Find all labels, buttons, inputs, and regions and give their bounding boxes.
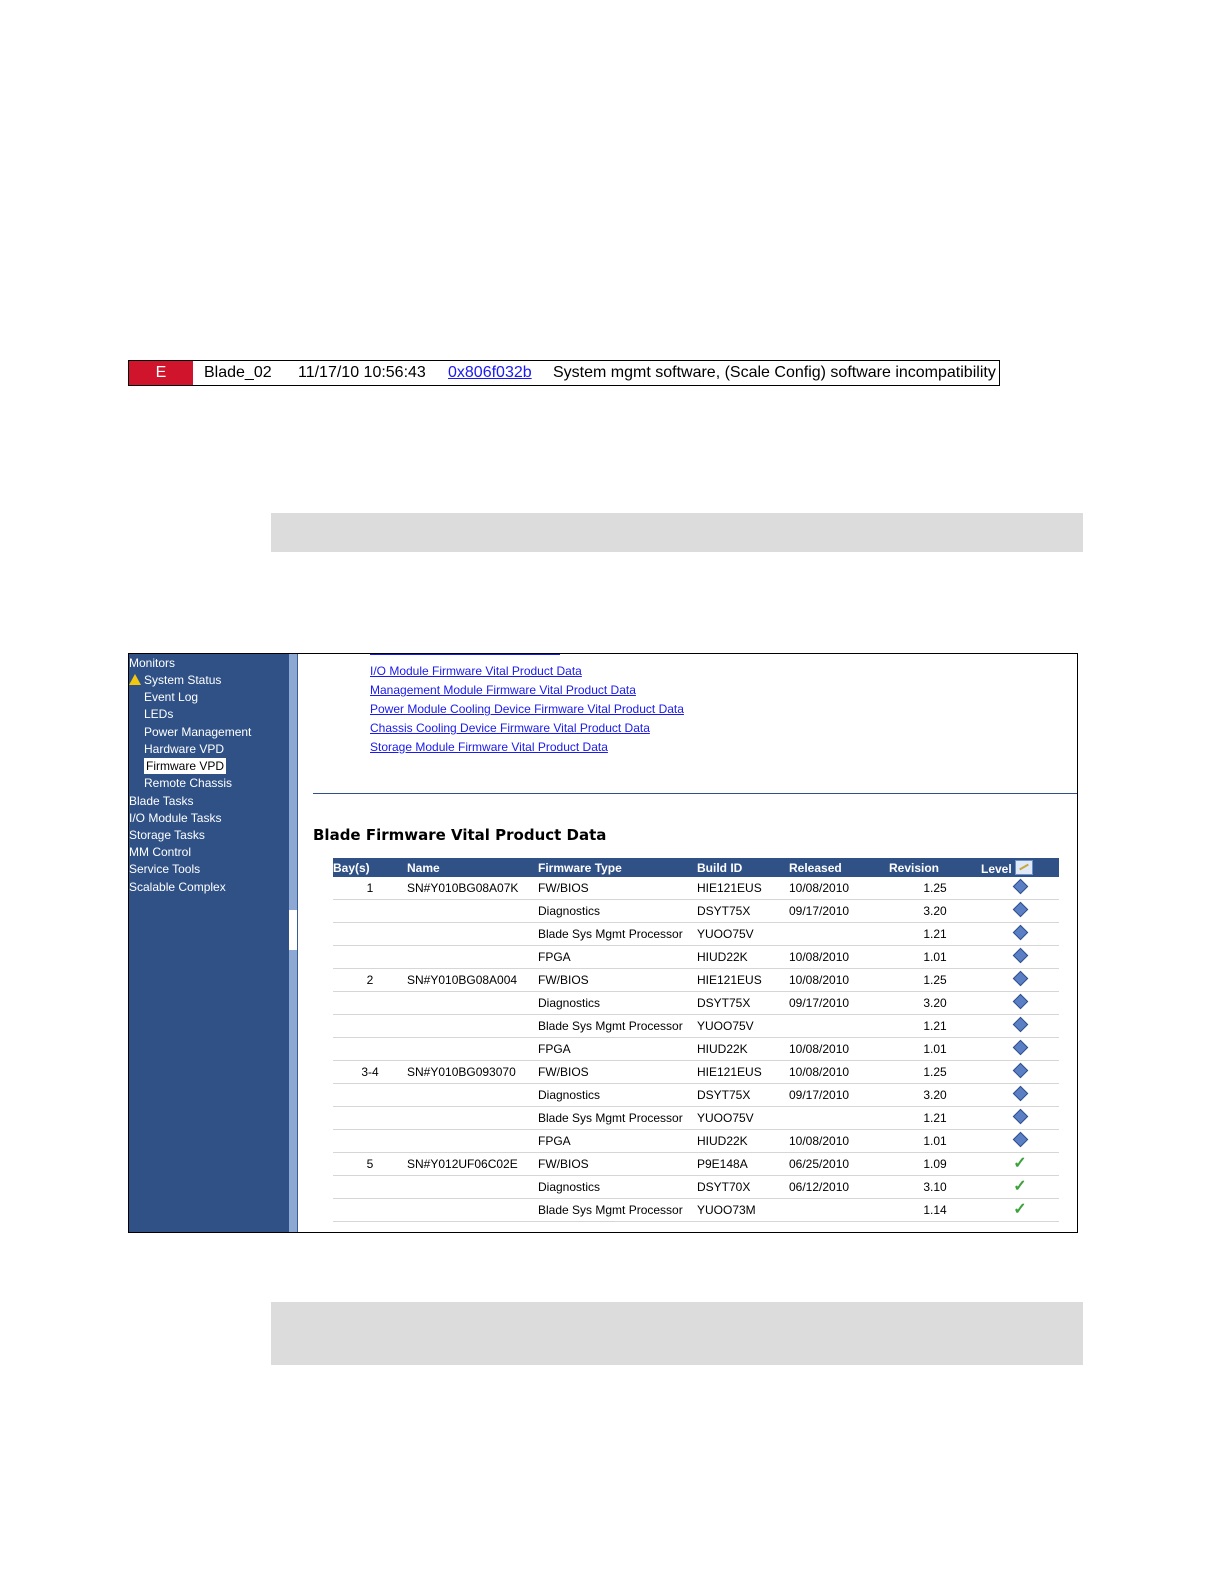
grey-band-top bbox=[271, 513, 1083, 552]
cell-firmware-type: FPGA bbox=[538, 1130, 697, 1153]
firmware-table bbox=[333, 858, 1059, 1222]
cell-name bbox=[407, 900, 538, 923]
info-diamond-icon[interactable] bbox=[1012, 948, 1028, 964]
table-row bbox=[333, 969, 1059, 992]
event-id-link[interactable]: 0x806f032b bbox=[448, 364, 532, 381]
cell-name bbox=[407, 992, 538, 1015]
cell-build-id: HIUD22K bbox=[697, 1130, 789, 1153]
cell-revision: 3.10 bbox=[889, 1176, 981, 1199]
table-row bbox=[333, 877, 1059, 900]
cell-level bbox=[981, 1130, 1059, 1153]
table-row bbox=[333, 1061, 1059, 1084]
info-diamond-icon[interactable] bbox=[1012, 994, 1028, 1010]
cell-revision: 1.14 bbox=[889, 1199, 981, 1222]
cell-released: 10/08/2010 bbox=[789, 946, 889, 969]
cell-firmware-type: Blade Sys Mgmt Processor bbox=[538, 1015, 697, 1038]
cell-name: SN#Y010BG093070 bbox=[407, 1061, 538, 1084]
cell-firmware-type: Blade Sys Mgmt Processor bbox=[538, 1199, 697, 1222]
cell-firmware-type: Blade Sys Mgmt Processor bbox=[538, 1107, 697, 1130]
nav-sidebar bbox=[129, 654, 289, 1232]
cell-build-id: YUOO75V bbox=[697, 1107, 789, 1130]
cell-build-id: HIUD22K bbox=[697, 946, 789, 969]
cell-level bbox=[981, 1199, 1059, 1222]
cell-level bbox=[981, 1153, 1059, 1176]
severity-badge: E bbox=[129, 361, 193, 385]
cell-build-id: DSYT75X bbox=[697, 992, 789, 1015]
info-diamond-icon[interactable] bbox=[1012, 1109, 1028, 1125]
cell-released: 10/08/2010 bbox=[789, 1061, 889, 1084]
cell-bay bbox=[333, 992, 407, 1015]
cell-level bbox=[981, 1107, 1059, 1130]
col-revision[interactable]: Revision bbox=[889, 858, 981, 877]
info-diamond-icon[interactable] bbox=[1012, 1040, 1028, 1056]
cell-revision: 1.21 bbox=[889, 1015, 981, 1038]
event-log-row bbox=[128, 360, 1000, 386]
nav-leds[interactable]: LEDs bbox=[144, 707, 174, 721]
section-divider bbox=[313, 793, 1078, 794]
cell-released: 09/17/2010 bbox=[789, 1084, 889, 1107]
grey-band-bottom bbox=[271, 1302, 1083, 1365]
info-diamond-icon[interactable] bbox=[1012, 1132, 1028, 1148]
table-row bbox=[333, 1038, 1059, 1061]
cell-name bbox=[407, 1107, 538, 1130]
table-row bbox=[333, 1176, 1059, 1199]
cell-bay bbox=[333, 1199, 407, 1222]
cell-level bbox=[981, 946, 1059, 969]
info-diamond-icon[interactable] bbox=[1012, 925, 1028, 941]
cell-name bbox=[407, 1015, 538, 1038]
cell-revision: 3.20 bbox=[889, 900, 981, 923]
splitter-grip[interactable] bbox=[289, 910, 297, 950]
cell-released: 06/12/2010 bbox=[789, 1176, 889, 1199]
cell-released: 06/25/2010 bbox=[789, 1153, 889, 1176]
content-area bbox=[298, 654, 1077, 1232]
cell-level bbox=[981, 1084, 1059, 1107]
info-diamond-icon[interactable] bbox=[1012, 1063, 1028, 1079]
nav-power-management[interactable]: Power Management bbox=[144, 725, 252, 739]
cell-build-id: HIE121EUS bbox=[697, 1061, 789, 1084]
cell-revision: 1.01 bbox=[889, 1038, 981, 1061]
col-level[interactable] bbox=[981, 858, 1059, 877]
cell-name bbox=[407, 923, 538, 946]
col-firmware-type[interactable]: Firmware Type bbox=[538, 858, 697, 877]
cell-firmware-type: FW/BIOS bbox=[538, 1153, 697, 1176]
cell-level bbox=[981, 877, 1059, 900]
cell-build-id: P9E148A bbox=[697, 1153, 789, 1176]
nav-monitors[interactable]: Monitors bbox=[129, 656, 176, 670]
cell-level bbox=[981, 992, 1059, 1015]
link-io-module-vpd[interactable]: I/O Module Firmware Vital Product Data bbox=[370, 664, 582, 678]
cell-build-id: DSYT75X bbox=[697, 900, 789, 923]
table-row bbox=[333, 992, 1059, 1015]
col-name[interactable]: Name bbox=[407, 858, 538, 877]
cell-revision: 1.25 bbox=[889, 969, 981, 992]
nav-storage-tasks[interactable]: Storage Tasks bbox=[129, 828, 205, 842]
cell-bay: 5 bbox=[333, 1153, 407, 1176]
cell-revision: 1.09 bbox=[889, 1153, 981, 1176]
table-row bbox=[333, 1130, 1059, 1153]
table-row bbox=[333, 1199, 1059, 1222]
info-diamond-icon[interactable] bbox=[1012, 1086, 1028, 1102]
cell-name: SN#Y010BG08A004 bbox=[407, 969, 538, 992]
nav-mm-control[interactable]: MM Control bbox=[129, 845, 192, 859]
cell-build-id: YUOO75V bbox=[697, 1015, 789, 1038]
cell-firmware-type: FW/BIOS bbox=[538, 969, 697, 992]
cell-name: SN#Y012UF06C02E bbox=[407, 1153, 538, 1176]
check-icon[interactable]: ✓ bbox=[1013, 1155, 1027, 1172]
cell-bay bbox=[333, 1130, 407, 1153]
cell-level bbox=[981, 1176, 1059, 1199]
cell-bay bbox=[333, 1084, 407, 1107]
table-row bbox=[333, 1153, 1059, 1176]
cell-name bbox=[407, 1130, 538, 1153]
cell-build-id: HIE121EUS bbox=[697, 969, 789, 992]
nav-io-module-tasks[interactable]: I/O Module Tasks bbox=[129, 811, 222, 825]
cell-level bbox=[981, 969, 1059, 992]
event-message: System mgmt software, (Scale Config) software incompatibility bbox=[553, 364, 996, 381]
info-diamond-icon[interactable] bbox=[1012, 879, 1028, 895]
col-level-label: Level bbox=[981, 861, 1012, 876]
info-diamond-icon[interactable] bbox=[1012, 1017, 1028, 1033]
cell-released: 10/08/2010 bbox=[789, 1038, 889, 1061]
link-storage-module-vpd[interactable]: Storage Module Firmware Vital Product Data bbox=[370, 740, 608, 754]
cell-bay: 1 bbox=[333, 877, 407, 900]
cell-revision: 1.01 bbox=[889, 1130, 981, 1153]
cell-firmware-type: Blade Sys Mgmt Processor bbox=[538, 923, 697, 946]
cell-level bbox=[981, 923, 1059, 946]
cell-revision: 1.25 bbox=[889, 877, 981, 900]
cell-firmware-type: Diagnostics bbox=[538, 1084, 697, 1107]
firmware-vpd-screen bbox=[128, 653, 1078, 1233]
cell-bay bbox=[333, 1038, 407, 1061]
cell-released: 10/08/2010 bbox=[789, 969, 889, 992]
link-chassis-cooling-vpd[interactable]: Chassis Cooling Device Firmware Vital Product Data bbox=[370, 721, 650, 735]
cell-bay: 2 bbox=[333, 969, 407, 992]
table-header-row bbox=[333, 858, 1059, 877]
nav-system-status[interactable] bbox=[129, 673, 221, 687]
cell-firmware-type: Diagnostics bbox=[538, 900, 697, 923]
cell-released: 09/17/2010 bbox=[789, 900, 889, 923]
nav-event-log[interactable]: Event Log bbox=[144, 690, 199, 704]
cell-name bbox=[407, 1038, 538, 1061]
col-released[interactable]: Released bbox=[789, 858, 889, 877]
cell-level bbox=[981, 1038, 1059, 1061]
table-row bbox=[333, 1015, 1059, 1038]
cell-revision: 1.21 bbox=[889, 923, 981, 946]
cell-revision: 3.20 bbox=[889, 1084, 981, 1107]
col-bays[interactable]: Bay(s) bbox=[333, 858, 407, 877]
cell-bay bbox=[333, 1015, 407, 1038]
cell-level bbox=[981, 1015, 1059, 1038]
cell-released bbox=[789, 1015, 889, 1038]
cell-released bbox=[789, 1107, 889, 1130]
check-icon[interactable]: ✓ bbox=[1013, 1178, 1027, 1195]
cell-build-id: HIUD22K bbox=[697, 1038, 789, 1061]
nav-hardware-vpd[interactable]: Hardware VPD bbox=[144, 742, 225, 756]
info-diamond-icon[interactable] bbox=[1012, 902, 1028, 918]
event-timestamp: 11/17/10 10:56:43 bbox=[298, 364, 426, 381]
nav-service-tools[interactable]: Service Tools bbox=[129, 862, 201, 876]
link-power-module-cooling-vpd[interactable]: Power Module Cooling Device Firmware Vital Product Data bbox=[370, 702, 684, 716]
cell-level bbox=[981, 1061, 1059, 1084]
cell-build-id: DSYT70X bbox=[697, 1176, 789, 1199]
cell-revision: 3.20 bbox=[889, 992, 981, 1015]
cell-name: SN#Y010BG08A07K bbox=[407, 877, 538, 900]
cell-revision: 1.21 bbox=[889, 1107, 981, 1130]
warning-icon bbox=[129, 674, 141, 685]
cell-revision: 1.01 bbox=[889, 946, 981, 969]
cell-name bbox=[407, 1199, 538, 1222]
link-management-module-vpd[interactable]: Management Module Firmware Vital Product Data bbox=[370, 683, 636, 697]
section-title: Blade Firmware Vital Product Data bbox=[313, 826, 607, 844]
check-icon[interactable]: ✓ bbox=[1013, 1201, 1027, 1218]
cell-name bbox=[407, 946, 538, 969]
nav-blade-tasks[interactable]: Blade Tasks bbox=[129, 794, 194, 808]
cell-firmware-type: FPGA bbox=[538, 946, 697, 969]
cell-released: 09/17/2010 bbox=[789, 992, 889, 1015]
table-row bbox=[333, 923, 1059, 946]
table-row bbox=[333, 1084, 1059, 1107]
cell-revision: 1.25 bbox=[889, 1061, 981, 1084]
cell-bay bbox=[333, 923, 407, 946]
cell-build-id: HIE121EUS bbox=[697, 877, 789, 900]
cell-build-id: YUOO75V bbox=[697, 923, 789, 946]
table-row bbox=[333, 900, 1059, 923]
cell-firmware-type: FW/BIOS bbox=[538, 877, 697, 900]
table-row bbox=[333, 1107, 1059, 1130]
cell-name bbox=[407, 1176, 538, 1199]
cell-bay bbox=[333, 946, 407, 969]
nav-scalable-complex[interactable]: Scalable Complex bbox=[129, 880, 226, 894]
col-build-id[interactable]: Build ID bbox=[697, 858, 789, 877]
cell-bay bbox=[333, 1176, 407, 1199]
cell-build-id: YUOO73M bbox=[697, 1199, 789, 1222]
cell-bay bbox=[333, 1107, 407, 1130]
cell-released bbox=[789, 1199, 889, 1222]
info-diamond-icon[interactable] bbox=[1012, 971, 1028, 987]
cell-firmware-type: FPGA bbox=[538, 1038, 697, 1061]
cell-level bbox=[981, 900, 1059, 923]
cell-firmware-type: Diagnostics bbox=[538, 1176, 697, 1199]
cell-firmware-type: FW/BIOS bbox=[538, 1061, 697, 1084]
nav-firmware-vpd[interactable]: Firmware VPD bbox=[146, 759, 225, 773]
table-row bbox=[333, 946, 1059, 969]
cell-released bbox=[789, 923, 889, 946]
cell-bay: 3-4 bbox=[333, 1061, 407, 1084]
cell-name bbox=[407, 1084, 538, 1107]
nav-remote-chassis[interactable]: Remote Chassis bbox=[144, 776, 233, 790]
cell-released: 10/08/2010 bbox=[789, 877, 889, 900]
clipped-link[interactable] bbox=[370, 653, 560, 655]
edit-level-icon[interactable] bbox=[1015, 860, 1033, 875]
cell-build-id: DSYT75X bbox=[697, 1084, 789, 1107]
cell-firmware-type: Diagnostics bbox=[538, 992, 697, 1015]
nav-system-status-label: System Status bbox=[144, 673, 222, 687]
cell-bay bbox=[333, 900, 407, 923]
cell-released: 10/08/2010 bbox=[789, 1130, 889, 1153]
event-source: Blade_02 bbox=[204, 364, 272, 381]
